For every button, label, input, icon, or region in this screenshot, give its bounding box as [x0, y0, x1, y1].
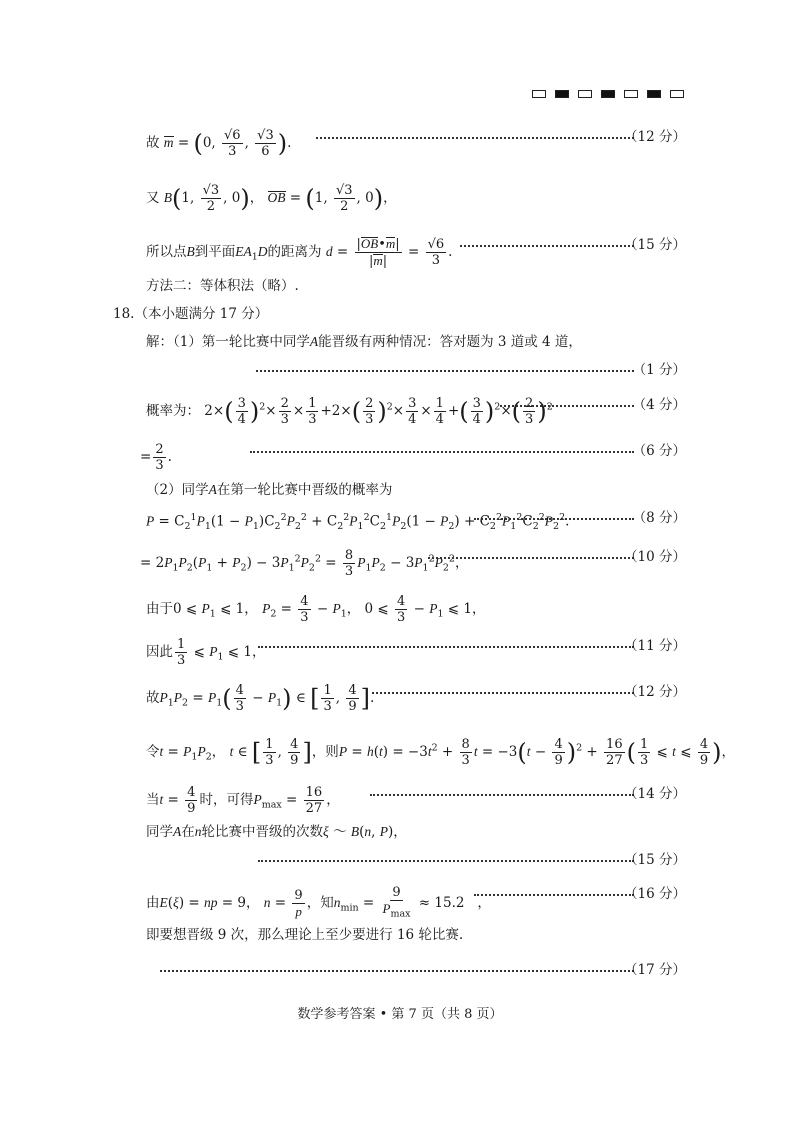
text: 概率为： — [146, 403, 200, 419]
line-probability: 概率为： 2×( $\frac{3}{4}$ )$^2$× $\frac{2}{3}$ × $\frac{1}{3}$ +2×( $\frac{2}{3}$ )$^2$× $\frac{3}{4}$ × $\frac{1}{4}$ +( $\frac{3}{4}$ )$^2$×( $\frac{2}{3}$ )$^2$ — [146, 396, 553, 427]
line-conclusion: 即要想晋级 9 次，那么理论上至少要进行 16 轮比赛. — [146, 927, 464, 943]
text: 又 — [146, 190, 160, 206]
line-constraint: 由于0 ⩽ $P_1$ ⩽ 1， $P_2$ = $\frac{4}{3}$ − $P_1$， 0 ⩽ $\frac{4}{3}$ − $P_1$ ⩽ 1， — [146, 594, 486, 625]
dots — [474, 894, 634, 896]
score: （1 分） — [632, 362, 686, 378]
text: ，则 — [311, 744, 339, 760]
dots — [258, 860, 634, 862]
text: 因此 — [146, 644, 173, 660]
mark-filled — [555, 90, 569, 98]
text: 所以点 — [146, 244, 187, 260]
line-p-simplified: = $2P_1P_2(P_1 + P_2) - 3P_1^2P_2^2$ = $\frac{8}{3}$ $P_1P_2 - 3P_1^2P_2^2$， — [140, 548, 469, 579]
dots — [460, 245, 634, 247]
line-point-b: 又 B(1, $\frac{√3}{2}$ , 0)， OB = (1, $\frac{√3}{2}$ , 0)， — [146, 183, 397, 214]
text: 解：（1）第一轮比赛中同学 — [146, 334, 310, 350]
mark-empty — [578, 90, 592, 98]
mark-empty — [624, 90, 638, 98]
score: （12 分） — [624, 684, 686, 700]
line-expectation: 由E(ξ) = np = 9， n = $\frac{9}{p}$ ，知$n_{min}$ = $\frac{9}{P_{max}}$ ≈ 15.2 ， — [146, 885, 491, 920]
score: （15 分） — [624, 852, 686, 868]
dots — [500, 405, 634, 407]
score: （12 分） — [624, 129, 686, 145]
text: 在第一轮比赛中晋级的概率为 — [216, 482, 393, 498]
line-distance: 所以点B到平面$EA_1D$的距离为 d = $\frac{|OB•m|}{|m|}$ = $\frac{√6}{3}$ . — [146, 236, 453, 269]
dots — [250, 451, 634, 453]
text: 到平面 — [194, 244, 236, 260]
text: 由 — [146, 894, 160, 911]
dots — [372, 692, 634, 694]
text: 轮比赛中晋级的次数 — [201, 824, 323, 840]
line-range: 因此 $\frac{1}{3}$ ⩽ $P_1$ ⩽ 1， — [146, 637, 266, 668]
score: （14 分） — [624, 786, 686, 802]
dots — [316, 137, 634, 139]
dots — [428, 557, 634, 559]
line-m-vector: 故 m = (0, $\frac{√6}{3}$ , $\frac{√3}{6}$ ). — [146, 128, 292, 159]
text: ，知 — [306, 894, 334, 911]
line-substitution: 令$t = P_1P_2$， t ∈ [ $\frac{1}{3}$ , $\frac{4}{9}$ ]，则$P = h(t) = -3t^2$ + $\frac{8}{3}$ t = −3(t − $\frac{4}{9}$ )$^2$ + $\frac{16}{27}$ ( $\frac{1}{3}$ ⩽ t ⩽ $\frac{4}{9}$ )， — [146, 737, 735, 768]
dots — [160, 970, 634, 972]
text: 令 — [146, 744, 160, 760]
line-product: 故$P_1P_2 = P_1$( $\frac{4}{3}$ − $P_1$) ∈ [ $\frac{1}{3}$ , $\frac{4}{9}$ ]. — [146, 683, 375, 714]
mark-empty — [532, 90, 546, 98]
text: 故 — [146, 690, 160, 706]
dots — [370, 794, 634, 796]
score: （6 分） — [632, 443, 686, 459]
question-title: （本小题满分 17 分） — [134, 306, 269, 322]
method-two: 方法二：等体积法（略）. — [146, 278, 299, 294]
line-solve-1: 解：（1）第一轮比赛中同学A能晋级有两种情况：答对题为 3 道或 4 道， — [146, 334, 582, 350]
line-max: 当t = $\frac{4}{9}$ 时，可得$P_{max}$ = $\frac{16}{27}$ ， — [146, 785, 340, 816]
score: （17 分） — [624, 962, 686, 978]
dots — [256, 370, 634, 372]
text: 故 — [146, 135, 160, 151]
line-part-2: （2）同学A在第一轮比赛中晋级的概率为 — [146, 482, 393, 498]
dots — [474, 518, 634, 520]
score: （10 分） — [624, 549, 686, 565]
header-marks — [532, 90, 684, 98]
score: （15 分） — [624, 237, 686, 253]
text: 能晋级有两种情况：答对题为 3 道或 4 道， — [318, 334, 582, 350]
mark-filled — [601, 90, 615, 98]
page-footer: 数学参考答案 • 第 7 页（共 8 页） — [297, 1007, 503, 1022]
dots — [258, 646, 634, 648]
score: （16 分） — [624, 886, 686, 902]
question-number: 18. — [113, 306, 135, 322]
mark-empty — [670, 90, 684, 98]
line-result: = $\frac{2}{3}$ . — [140, 442, 172, 473]
line-p-formula: $P = C_2^1P_1(1 - P_1)C_2^2P_2^2 + C_2^2P_1^2C_2^1P_2(1 - P_2) + C_2^2P_1^2C_2^2P_2^2$. — [146, 512, 570, 533]
text: 的距离为 — [267, 244, 322, 260]
score: （11 分） — [624, 638, 686, 654]
text: 同学 — [146, 824, 173, 840]
line-binomial: 同学A在n轮比赛中晋级的次数ξ ～ B(n, P)， — [146, 824, 407, 840]
text: 由于 — [146, 601, 173, 617]
text: 在 — [181, 824, 195, 840]
text: 当 — [146, 792, 160, 808]
question-18-header — [113, 305, 268, 323]
mark-filled — [647, 90, 661, 98]
score: （8 分） — [632, 510, 686, 526]
score: （4 分） — [632, 397, 686, 413]
text: 时，可得 — [199, 792, 254, 808]
text: （2）同学 — [146, 482, 209, 498]
